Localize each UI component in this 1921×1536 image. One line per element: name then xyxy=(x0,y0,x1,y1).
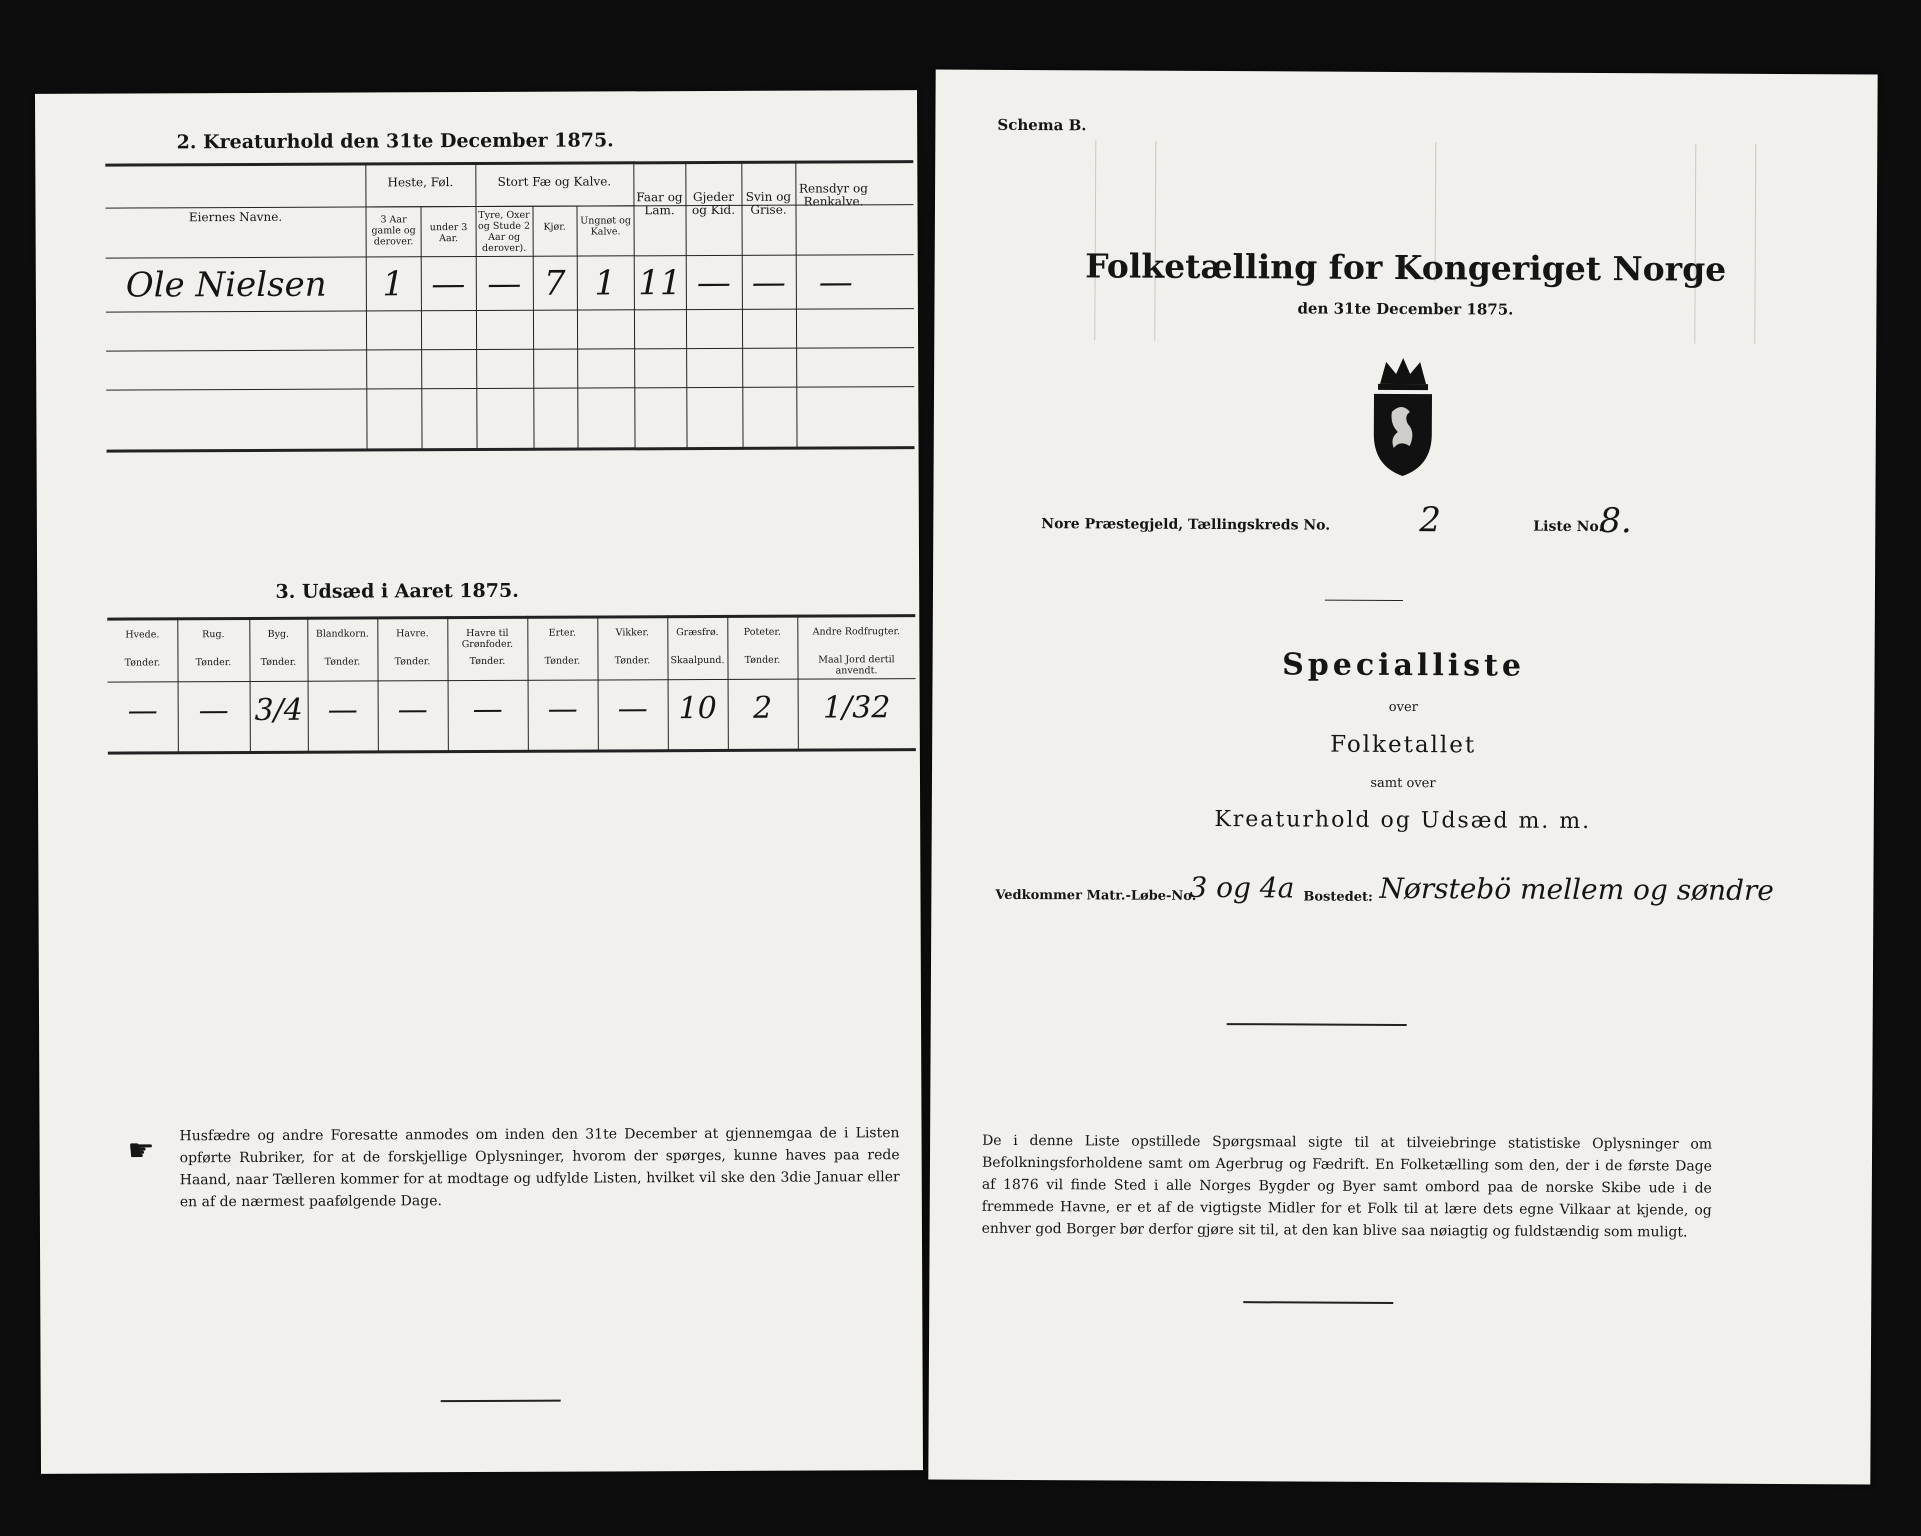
bosted-label: Bostedet: xyxy=(1303,889,1373,905)
value-cows: 7 xyxy=(543,263,566,304)
crop-unit-9: Tønder. xyxy=(744,654,781,666)
bosted-value: Nørstebö mellem og søndre xyxy=(1379,871,1774,907)
value-young-cattle: 1 xyxy=(594,263,617,304)
crop-header-10: Andre Rodfrugter. xyxy=(812,626,901,638)
liste-label: Liste No. xyxy=(1533,518,1604,536)
crop-header-7: Vikker. xyxy=(615,627,650,639)
header-cows: Kjør. xyxy=(543,221,566,233)
crop-header-0: Hvede. xyxy=(125,629,160,641)
crop-value-9: 2 xyxy=(753,690,773,726)
header-sheep: Faar og Lam. xyxy=(636,190,683,218)
value-reindeer: — xyxy=(818,262,853,303)
header-horses: Heste, Føl. xyxy=(387,175,454,190)
section3-title: 3. Udsæd i Aaret 1875. xyxy=(275,579,519,603)
header-owner: Eiernes Navne. xyxy=(188,209,283,225)
specialliste-heading: Specialliste xyxy=(1282,647,1526,684)
matr-number: 3 og 4a xyxy=(1189,870,1295,905)
parish-label: Nore Præstegjeld, Tællingskreds No. xyxy=(1041,516,1331,534)
over-label: over xyxy=(1388,699,1418,716)
crop-unit-4: Tønder. xyxy=(394,656,431,668)
right-page xyxy=(928,70,1877,1485)
crop-value-8: 10 xyxy=(678,690,717,727)
crop-value-5: — xyxy=(472,691,503,728)
folketallet-heading: Folketallet xyxy=(1330,731,1477,759)
crop-value-0: — xyxy=(127,693,158,729)
value-pigs: — xyxy=(751,262,786,303)
schema-label: Schema B. xyxy=(997,115,1087,135)
crop-header-2: Byg. xyxy=(267,628,290,640)
kreds-number: 2 xyxy=(1419,500,1442,541)
matr-label: Vedkommer Matr.-Løbe-No. xyxy=(995,887,1197,904)
crop-header-4: Havre. xyxy=(396,628,429,640)
header-pigs: Svin og Grise. xyxy=(745,189,792,217)
crop-header-1: Rug. xyxy=(202,629,225,641)
left-page xyxy=(35,90,923,1474)
purpose-paragraph: De i denne Liste opstillede Spørgsmaal sigte til at tilveiebringe statistiske Oplysninger om Befolkningsforholdene samt om Agerbrug og Fædrift. En Folketælling som den, der i de første Dage af 1876 vil finde Sted i alle Norges Bygder og Byer samt ombord paa de norske Skibe ude i de fremmede Havne, er et af de vigtigste Midler for et Folk til at lære dets egne Vilkaar at kjende, og enhver god Borger bør derfor gjøre sit til, at den kan blive saa nøiagtig og fuldstændig som muligt. xyxy=(981,1132,1713,1241)
liste-number: 8. xyxy=(1599,501,1632,542)
section2-title: 2. Kreaturhold den 31te December 1875. xyxy=(176,129,614,154)
header-horses-young: under 3 Aar. xyxy=(429,222,468,245)
census-date: den 31te December 1875. xyxy=(1297,299,1514,319)
crop-unit-5: Tønder. xyxy=(469,655,506,668)
crop-value-4: — xyxy=(397,692,428,728)
crop-unit-6: Tønder. xyxy=(544,655,581,667)
crop-value-10: 1/32 xyxy=(822,690,891,726)
header-cattle: Stort Fæ og Kalve. xyxy=(497,174,612,189)
kreaturhold-heading: Kreaturhold og Udsæd m. m. xyxy=(1214,807,1592,834)
value-sheep: 11 xyxy=(638,263,682,304)
crop-unit-2: Tønder. xyxy=(260,656,297,668)
header-bulls: Tyre, Oxer og Stude 2 Aar og derover). xyxy=(478,209,531,254)
owner-name: Ole Nielsen xyxy=(125,264,327,306)
crop-value-6: — xyxy=(547,691,578,727)
crop-value-1: — xyxy=(198,693,229,729)
crop-header-8: Græsfrø. xyxy=(676,626,719,639)
header-goats: Gjeder og Kid. xyxy=(691,189,736,218)
value-goats: — xyxy=(696,262,731,304)
value-horses-old: 1 xyxy=(382,264,405,305)
pointing-hand-icon: ☛ xyxy=(127,1133,155,1169)
samt-over-label: samt over xyxy=(1370,775,1436,792)
crop-header-9: Poteter. xyxy=(743,626,781,638)
value-bulls: — xyxy=(487,263,522,304)
crop-header-6: Erter. xyxy=(548,627,577,639)
value-horses-young: — xyxy=(431,264,466,305)
crop-unit-7: Tønder. xyxy=(614,655,651,667)
crop-header-3: Blandkorn. xyxy=(315,628,369,640)
crop-unit-8: Skaalpund. xyxy=(670,654,725,667)
header-reindeer: Rensdyr og Renkalve. xyxy=(798,181,868,209)
crop-value-7: — xyxy=(617,691,648,727)
crop-value-3: — xyxy=(327,692,358,728)
census-title: Folketælling for Kongeriget Norge xyxy=(1085,246,1727,289)
crop-unit-0: Tønder. xyxy=(124,657,161,669)
header-horses-old: 3 Aar gamle og derover. xyxy=(371,214,416,248)
notice-text: Husfædre og andre Foresatte anmodes om inden den 31te December at gjennemgaa de i Listen opførte Rubriker, for at de forskjellige Oplysninger, hvorom der spørges, kunne haves paa rede Haand, naar Tælleren kommer for at modtage og udfylde Listen, hvilket vil ske den 3die Januar eller en af de nærmest paafølgende Dage. xyxy=(179,1125,900,1211)
coat-of-arms-icon xyxy=(1366,354,1441,478)
header-young-cattle: Ungnøt og Kalve. xyxy=(580,215,631,238)
crop-value-2: 3/4 xyxy=(254,692,303,728)
crop-unit-3: Tønder. xyxy=(324,656,361,668)
crop-unit-10: Maal Jord dertil anvendt. xyxy=(818,654,895,677)
crop-header-5: Havre til Grønfoder. xyxy=(461,627,514,651)
crop-unit-1: Tønder. xyxy=(195,657,232,669)
